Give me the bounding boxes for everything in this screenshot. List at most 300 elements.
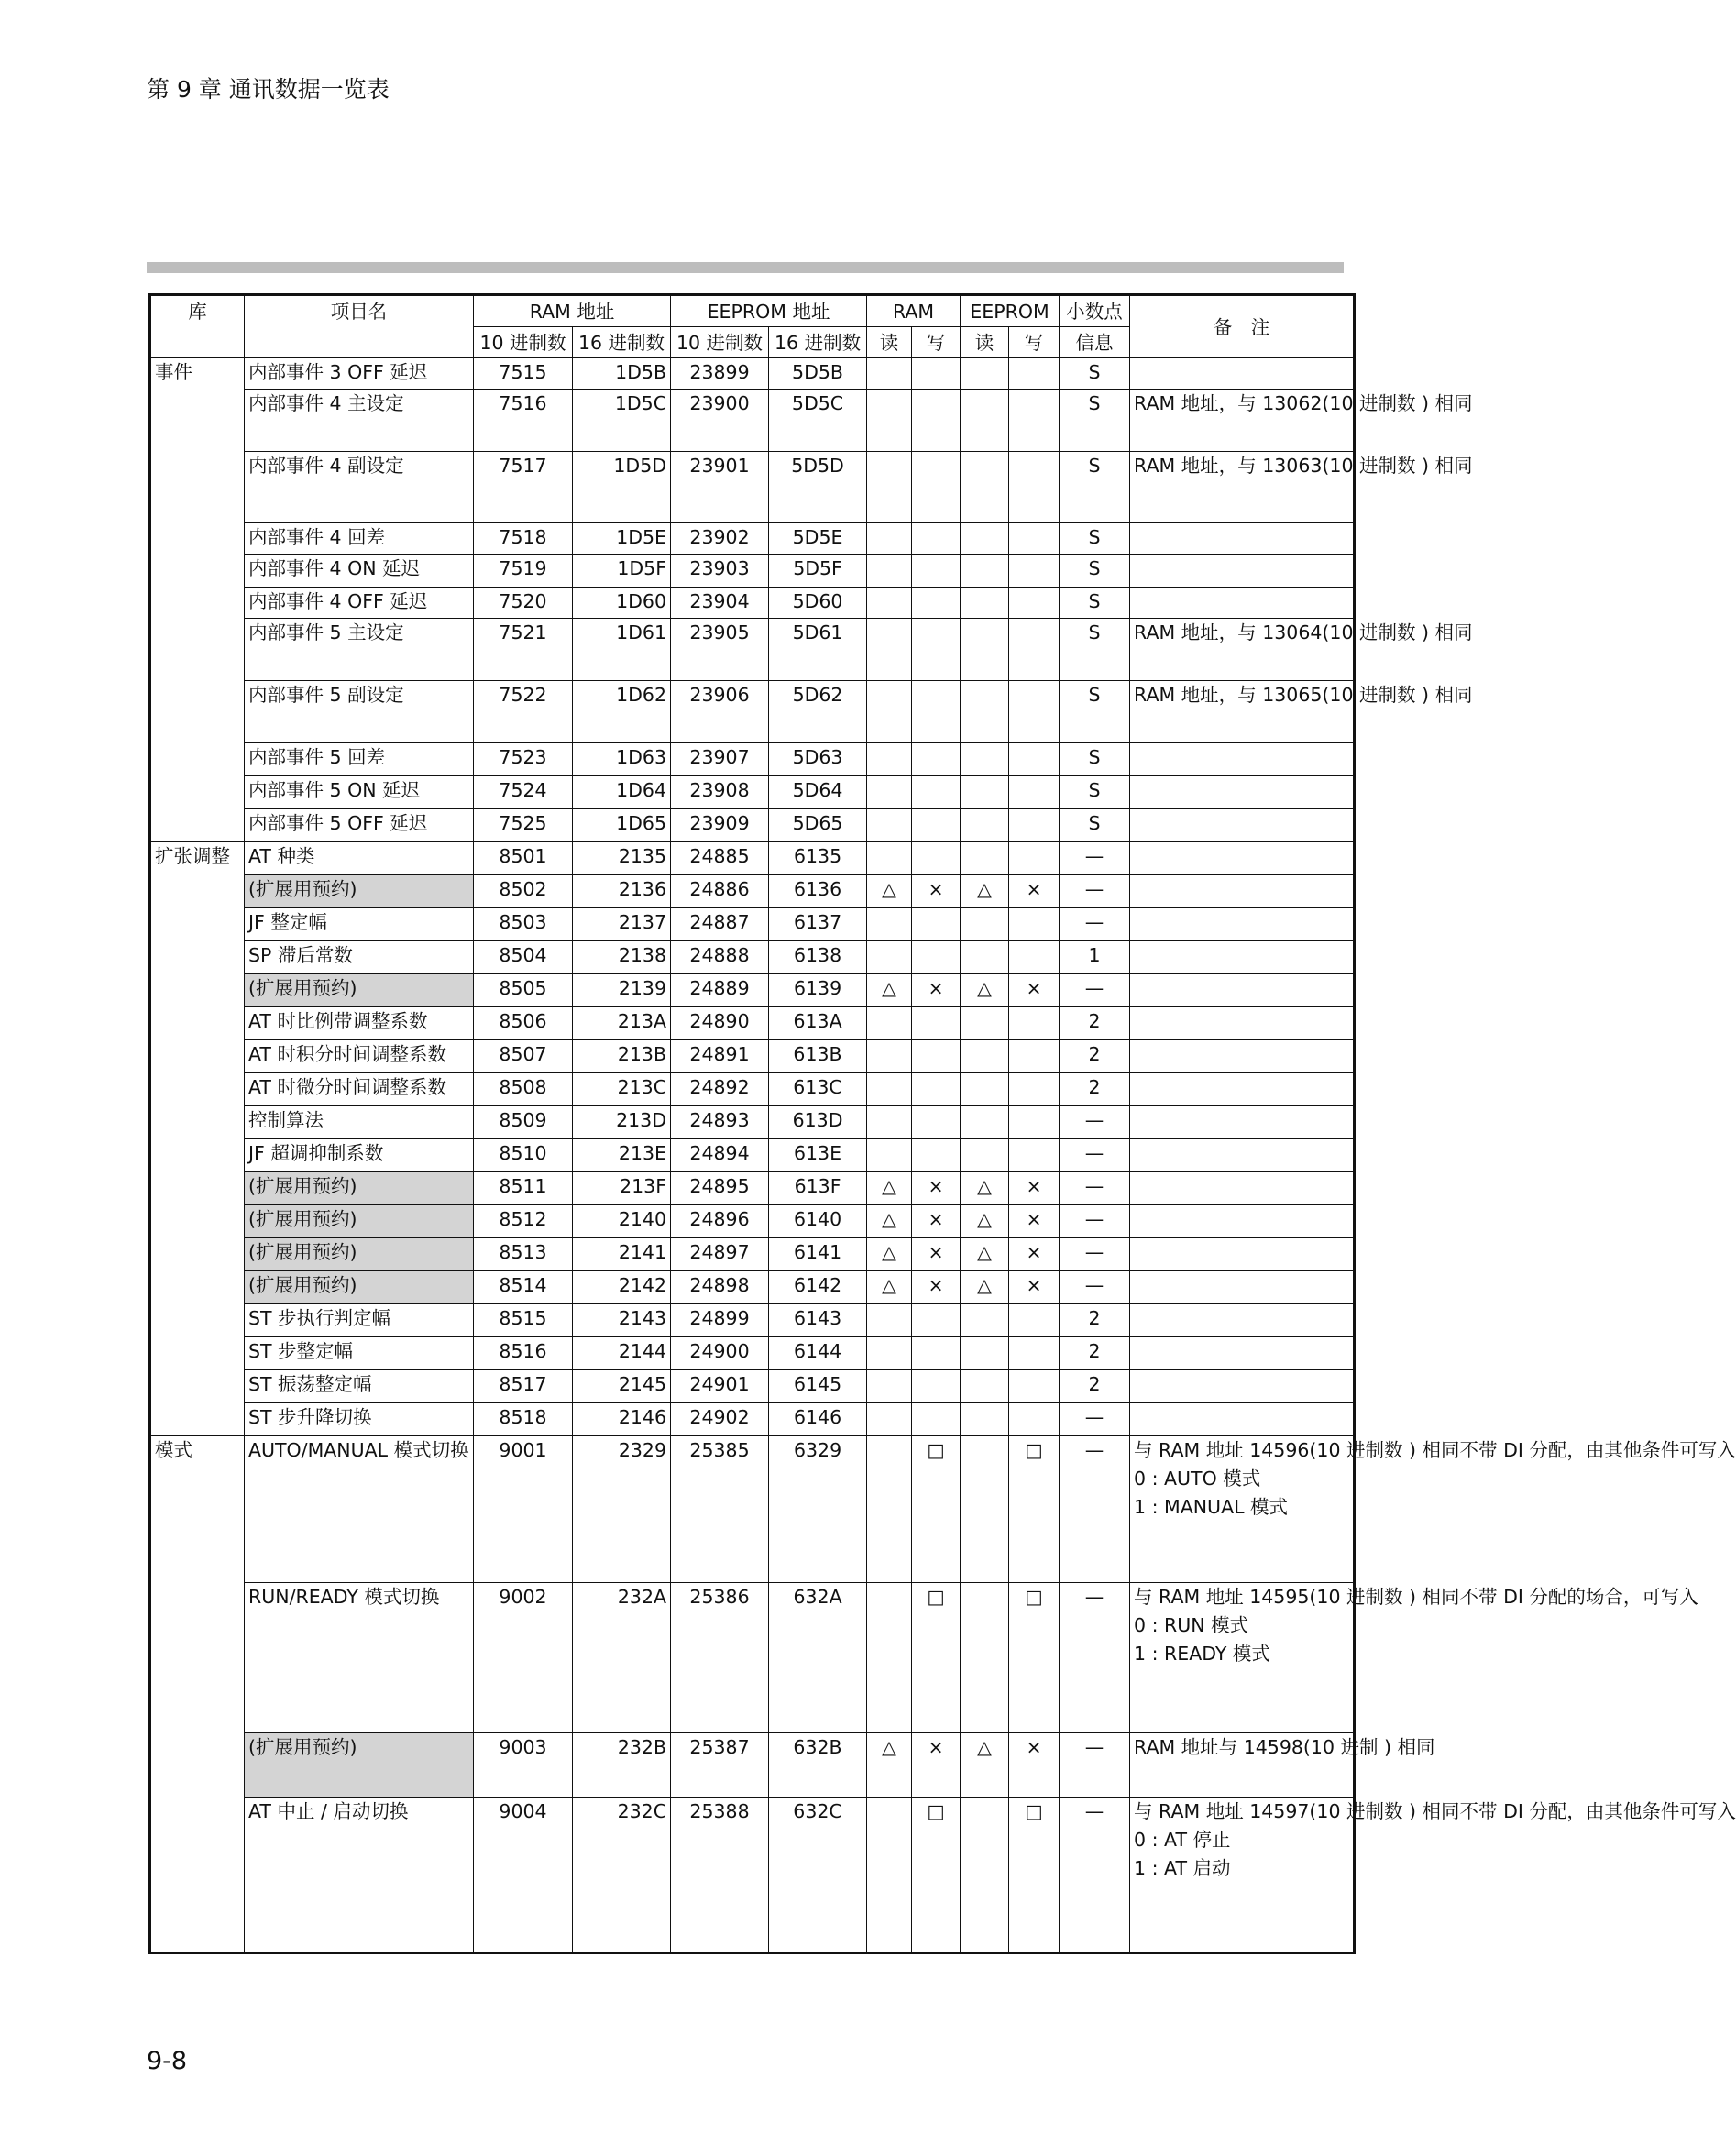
decimal-info: — (1060, 842, 1130, 875)
ram-write-flag (912, 555, 961, 588)
remarks-cell (1130, 875, 1355, 908)
remarks-cell (1130, 1403, 1355, 1436)
remarks-line: RAM 地址，与 13062(10 进制数 ) 相同 (1134, 392, 1473, 414)
table-row (150, 588, 1355, 619)
ram-address-hex: 2143 (573, 1304, 671, 1337)
ram-address-dec: 8517 (474, 1370, 573, 1403)
eeprom-address-hex: 6137 (769, 908, 867, 941)
eeprom-read-flag: △ (961, 1172, 1009, 1205)
eeprom-read-flag (961, 390, 1009, 452)
ram-address-hex: 1D60 (573, 588, 671, 619)
ram-write-flag: × (912, 1271, 961, 1304)
data-item-name: 内部事件 5 副设定 (245, 681, 474, 743)
ram-read-flag (867, 776, 912, 809)
header-eeprom-hex: 16 进制数 (769, 327, 867, 358)
eeprom-address-hex: 5D5C (769, 390, 867, 452)
eeprom-address-dec: 24889 (671, 974, 769, 1007)
decimal-info: — (1060, 1583, 1130, 1733)
eeprom-address-hex: 5D62 (769, 681, 867, 743)
ram-address-dec: 7518 (474, 523, 573, 555)
remarks-cell (1130, 1370, 1355, 1403)
ram-write-flag (912, 452, 961, 523)
eeprom-write-flag (1009, 619, 1060, 681)
eeprom-write-flag (1009, 908, 1060, 941)
ram-address-dec: 9003 (474, 1733, 573, 1798)
eeprom-read-flag (961, 842, 1009, 875)
remarks-cell (1130, 1238, 1355, 1271)
eeprom-write-flag (1009, 588, 1060, 619)
header-eeprom: EEPROM (961, 295, 1060, 327)
eeprom-address-dec: 23904 (671, 588, 769, 619)
remarks-line: 0 : AUTO 模式 (1134, 1468, 1261, 1490)
ram-read-flag (867, 1073, 912, 1106)
decimal-info: — (1060, 908, 1130, 941)
eeprom-write-flag (1009, 452, 1060, 523)
eeprom-read-flag (961, 555, 1009, 588)
remarks-cell (1130, 1733, 1435, 1798)
ram-address-hex: 213C (573, 1073, 671, 1106)
ram-address-dec: 7524 (474, 776, 573, 809)
decimal-info: S (1060, 681, 1130, 743)
header-ram-write: 写 (912, 327, 961, 358)
eeprom-address-dec: 23907 (671, 743, 769, 776)
table-row (150, 1403, 1355, 1436)
decimal-info: 1 (1060, 941, 1130, 974)
ram-read-flag: △ (867, 1172, 912, 1205)
decimal-info: — (1060, 1798, 1130, 1953)
table-row (150, 1172, 1355, 1205)
data-item-name: 内部事件 5 ON 延迟 (245, 776, 474, 809)
ram-address-dec: 8506 (474, 1007, 573, 1040)
eeprom-address-dec: 24898 (671, 1271, 769, 1304)
remarks-line: 0 : RUN 模式 (1134, 1614, 1249, 1636)
eeprom-read-flag (961, 1073, 1009, 1106)
ram-read-flag: △ (867, 1271, 912, 1304)
ram-address-hex: 2140 (573, 1205, 671, 1238)
header-ram-read: 读 (867, 327, 912, 358)
header-ram-dec: 10 进制数 (474, 327, 573, 358)
eeprom-write-flag (1009, 390, 1060, 452)
decimal-info: — (1060, 1733, 1130, 1798)
ram-address-dec: 9001 (474, 1436, 573, 1583)
ram-write-flag (912, 941, 961, 974)
decimal-info: — (1060, 1139, 1130, 1172)
data-item-name: 内部事件 5 回差 (245, 743, 474, 776)
remarks-cell (1130, 809, 1355, 842)
eeprom-address-hex: 6140 (769, 1205, 867, 1238)
header-ram-address: RAM 地址 (474, 295, 671, 327)
eeprom-address-dec: 24902 (671, 1403, 769, 1436)
ram-read-flag (867, 1007, 912, 1040)
decimal-info: S (1060, 619, 1130, 681)
ram-address-hex: 232C (573, 1798, 671, 1953)
data-item-name: ST 步执行判定幅 (245, 1304, 474, 1337)
ram-address-hex: 1D5B (573, 358, 671, 390)
data-item-name: (扩展用预约) (245, 1205, 474, 1238)
eeprom-read-flag (961, 1139, 1009, 1172)
eeprom-write-flag (1009, 1073, 1060, 1106)
table-row (150, 743, 1355, 776)
data-item-name: (扩展用预约) (245, 1172, 474, 1205)
eeprom-address-dec: 23905 (671, 619, 769, 681)
decimal-info: — (1060, 1172, 1130, 1205)
eeprom-read-flag (961, 1304, 1009, 1337)
eeprom-address-dec: 23901 (671, 452, 769, 523)
eeprom-address-hex: 6139 (769, 974, 867, 1007)
header-eeprom-read: 读 (961, 327, 1009, 358)
table-row (150, 1798, 1355, 1953)
remarks-cell (1130, 1304, 1355, 1337)
ram-address-dec: 8511 (474, 1172, 573, 1205)
ram-address-hex: 213F (573, 1172, 671, 1205)
ram-write-flag (912, 1337, 961, 1370)
ram-address-hex: 1D63 (573, 743, 671, 776)
remarks-cell (1130, 1040, 1355, 1073)
ram-read-flag (867, 555, 912, 588)
table-row (150, 1370, 1355, 1403)
ram-address-dec: 8509 (474, 1106, 573, 1139)
remarks-cell (1130, 776, 1355, 809)
eeprom-address-dec: 24900 (671, 1337, 769, 1370)
decimal-info: 2 (1060, 1337, 1130, 1370)
remarks-cell (1130, 743, 1355, 776)
ram-address-dec: 8513 (474, 1238, 573, 1271)
eeprom-write-flag: × (1009, 1271, 1060, 1304)
eeprom-address-hex: 5D5B (769, 358, 867, 390)
data-item-name: AT 种类 (245, 842, 474, 875)
data-item-name: 控制算法 (245, 1106, 474, 1139)
ram-address-dec: 7521 (474, 619, 573, 681)
ram-address-dec: 8515 (474, 1304, 573, 1337)
data-item-name: 内部事件 4 OFF 延迟 (245, 588, 474, 619)
eeprom-read-flag (961, 1583, 1009, 1733)
decimal-info: — (1060, 1238, 1130, 1271)
eeprom-read-flag (961, 743, 1009, 776)
remarks-cell (1130, 1172, 1355, 1205)
eeprom-address-hex: 5D60 (769, 588, 867, 619)
header-decimal-1: 小数点 (1060, 295, 1130, 327)
table-row (150, 908, 1355, 941)
data-item-name: RUN/READY 模式切换 (245, 1583, 474, 1733)
library-cell: 扩张调整 (150, 842, 245, 1436)
table-row (150, 1733, 1355, 1798)
header-library: 库 (150, 295, 245, 358)
ram-read-flag (867, 452, 912, 523)
ram-address-hex: 1D5D (573, 452, 671, 523)
remarks-line: 1 : READY 模式 (1134, 1643, 1270, 1665)
decimal-info: 2 (1060, 1040, 1130, 1073)
remarks-line: 与 RAM 地址 14595(10 进制数 ) 相同不带 DI 分配的场合，可写入 (1134, 1586, 1698, 1608)
remarks-cell (1130, 842, 1355, 875)
ram-address-dec: 7523 (474, 743, 573, 776)
eeprom-read-flag (961, 523, 1009, 555)
ram-address-hex: 2137 (573, 908, 671, 941)
ram-address-dec: 8505 (474, 974, 573, 1007)
eeprom-write-flag (1009, 1007, 1060, 1040)
remarks-line: 1 : AT 启动 (1134, 1857, 1231, 1879)
eeprom-address-dec: 24891 (671, 1040, 769, 1073)
remarks-cell (1130, 908, 1355, 941)
ram-read-flag (867, 1370, 912, 1403)
eeprom-address-dec: 24886 (671, 875, 769, 908)
decimal-info: S (1060, 358, 1130, 390)
eeprom-address-dec: 24894 (671, 1139, 769, 1172)
ram-write-flag (912, 358, 961, 390)
ram-address-dec: 8518 (474, 1403, 573, 1436)
ram-address-hex: 2329 (573, 1436, 671, 1583)
remarks-cell (1130, 1073, 1355, 1106)
eeprom-address-hex: 6146 (769, 1403, 867, 1436)
table-row (150, 390, 1355, 452)
table-body (150, 358, 1736, 1953)
ram-address-dec: 7525 (474, 809, 573, 842)
ram-address-hex: 2144 (573, 1337, 671, 1370)
remarks-line: RAM 地址，与 13065(10 进制数 ) 相同 (1134, 684, 1473, 706)
ram-write-flag (912, 809, 961, 842)
table-row (150, 555, 1355, 588)
eeprom-read-flag (961, 1403, 1009, 1436)
table-row (150, 875, 1355, 908)
ram-address-hex: 232B (573, 1733, 671, 1798)
ram-read-flag (867, 681, 912, 743)
eeprom-read-flag: △ (961, 1733, 1009, 1798)
chapter-title: 第 9 章 通讯数据一览表 (147, 76, 390, 103)
eeprom-read-flag (961, 358, 1009, 390)
header-eeprom-address: EEPROM 地址 (671, 295, 867, 327)
ram-address-hex: 1D5C (573, 390, 671, 452)
ram-address-dec: 8507 (474, 1040, 573, 1073)
ram-read-flag (867, 1139, 912, 1172)
eeprom-write-flag (1009, 1304, 1060, 1337)
remarks-cell (1130, 555, 1355, 588)
table-row (150, 1337, 1355, 1370)
eeprom-address-dec: 24896 (671, 1205, 769, 1238)
eeprom-address-dec: 24887 (671, 908, 769, 941)
remarks-cell (1130, 523, 1355, 555)
eeprom-address-hex: 5D65 (769, 809, 867, 842)
data-item-name: SP 滞后常数 (245, 941, 474, 974)
ram-write-flag: × (912, 1172, 961, 1205)
decimal-info: 2 (1060, 1007, 1130, 1040)
eeprom-write-flag: □ (1009, 1798, 1060, 1953)
data-item-name: 内部事件 4 ON 延迟 (245, 555, 474, 588)
ram-read-flag (867, 1583, 912, 1733)
remarks-line: RAM 地址，与 13063(10 进制数 ) 相同 (1134, 455, 1473, 477)
data-item-name: 内部事件 3 OFF 延迟 (245, 358, 474, 390)
ram-address-hex: 1D65 (573, 809, 671, 842)
ram-address-dec: 8512 (474, 1205, 573, 1238)
eeprom-address-dec: 24885 (671, 842, 769, 875)
remarks-cell (1130, 1271, 1355, 1304)
remarks-cell (1130, 1798, 1736, 1953)
ram-address-dec: 7522 (474, 681, 573, 743)
ram-write-flag (912, 1370, 961, 1403)
eeprom-address-hex: 6144 (769, 1337, 867, 1370)
remarks-cell (1130, 1205, 1355, 1238)
eeprom-write-flag (1009, 1337, 1060, 1370)
ram-read-flag (867, 1304, 912, 1337)
eeprom-address-hex: 6138 (769, 941, 867, 974)
data-item-name: AT 时比例带调整系数 (245, 1007, 474, 1040)
remarks-cell (1130, 358, 1355, 390)
remarks-cell (1130, 588, 1355, 619)
table-row (150, 1007, 1355, 1040)
eeprom-write-flag: × (1009, 1172, 1060, 1205)
ram-write-flag: □ (912, 1583, 961, 1733)
decimal-info: S (1060, 776, 1130, 809)
ram-address-hex: 1D64 (573, 776, 671, 809)
remarks-cell (1130, 452, 1473, 523)
ram-write-flag (912, 588, 961, 619)
communication-data-table (148, 293, 1736, 1954)
data-item-name: ST 振荡整定幅 (245, 1370, 474, 1403)
data-item-name: JF 整定幅 (245, 908, 474, 941)
ram-address-dec: 7515 (474, 358, 573, 390)
ram-write-flag: × (912, 974, 961, 1007)
eeprom-address-hex: 5D61 (769, 619, 867, 681)
ram-write-flag (912, 681, 961, 743)
eeprom-address-dec: 24897 (671, 1238, 769, 1271)
ram-read-flag (867, 1040, 912, 1073)
table-row (150, 619, 1355, 681)
eeprom-address-hex: 6135 (769, 842, 867, 875)
ram-write-flag (912, 776, 961, 809)
eeprom-write-flag: × (1009, 875, 1060, 908)
ram-read-flag (867, 941, 912, 974)
data-item-name: (扩展用预约) (245, 1238, 474, 1271)
ram-read-flag (867, 1798, 912, 1953)
eeprom-address-dec: 23900 (671, 390, 769, 452)
eeprom-write-flag (1009, 1040, 1060, 1073)
eeprom-read-flag (961, 1798, 1009, 1953)
remarks-line: RAM 地址与 14598(10 进制 ) 相同 (1134, 1736, 1435, 1758)
eeprom-address-dec: 25385 (671, 1436, 769, 1583)
eeprom-read-flag: △ (961, 1205, 1009, 1238)
eeprom-address-dec: 24892 (671, 1073, 769, 1106)
data-item-name: 内部事件 4 副设定 (245, 452, 474, 523)
eeprom-write-flag (1009, 523, 1060, 555)
eeprom-write-flag: × (1009, 1733, 1060, 1798)
eeprom-read-flag (961, 681, 1009, 743)
ram-write-flag (912, 1139, 961, 1172)
ram-address-dec: 8510 (474, 1139, 573, 1172)
table-row (150, 1271, 1355, 1304)
table-row (150, 1583, 1355, 1733)
eeprom-address-hex: 632C (769, 1798, 867, 1953)
data-item-name: (扩展用预约) (245, 1733, 474, 1798)
eeprom-write-flag: □ (1009, 1583, 1060, 1733)
ram-address-dec: 8508 (474, 1073, 573, 1106)
remarks-cell (1130, 1337, 1355, 1370)
ram-read-flag (867, 588, 912, 619)
ram-write-flag (912, 1040, 961, 1073)
library-cell: 模式 (150, 1436, 245, 1953)
eeprom-address-hex: 6136 (769, 875, 867, 908)
eeprom-address-hex: 613B (769, 1040, 867, 1073)
eeprom-write-flag (1009, 358, 1060, 390)
eeprom-read-flag (961, 619, 1009, 681)
eeprom-write-flag (1009, 1106, 1060, 1139)
eeprom-address-dec: 24895 (671, 1172, 769, 1205)
header-row-1 (150, 295, 1355, 327)
ram-address-hex: 2135 (573, 842, 671, 875)
eeprom-address-hex: 5D5E (769, 523, 867, 555)
data-item-name: (扩展用预约) (245, 1271, 474, 1304)
decimal-info: — (1060, 875, 1130, 908)
remarks-line: 与 RAM 地址 14596(10 进制数 ) 相同不带 DI 分配，由其他条件可写入 (1134, 1439, 1736, 1461)
table-row (150, 358, 1355, 390)
eeprom-write-flag: × (1009, 1238, 1060, 1271)
table-row (150, 1073, 1355, 1106)
ram-address-dec: 8504 (474, 941, 573, 974)
ram-write-flag (912, 842, 961, 875)
eeprom-read-flag: △ (961, 1271, 1009, 1304)
eeprom-address-hex: 5D5F (769, 555, 867, 588)
table-row (150, 1040, 1355, 1073)
eeprom-read-flag: △ (961, 875, 1009, 908)
ram-read-flag (867, 1403, 912, 1436)
remarks-cell (1130, 1106, 1355, 1139)
eeprom-address-hex: 6329 (769, 1436, 867, 1583)
ram-address-dec: 7517 (474, 452, 573, 523)
ram-address-dec: 8516 (474, 1337, 573, 1370)
ram-address-dec: 8514 (474, 1271, 573, 1304)
ram-read-flag (867, 908, 912, 941)
ram-address-hex: 1D5E (573, 523, 671, 555)
ram-address-hex: 2142 (573, 1271, 671, 1304)
eeprom-write-flag: □ (1009, 1436, 1060, 1583)
table-row (150, 809, 1355, 842)
eeprom-write-flag (1009, 941, 1060, 974)
eeprom-read-flag (961, 1370, 1009, 1403)
ram-address-hex: 2141 (573, 1238, 671, 1271)
eeprom-address-hex: 632B (769, 1733, 867, 1798)
eeprom-address-dec: 23903 (671, 555, 769, 588)
eeprom-address-hex: 5D5D (769, 452, 867, 523)
decimal-info: — (1060, 1106, 1130, 1139)
ram-write-flag: × (912, 1238, 961, 1271)
eeprom-address-hex: 613E (769, 1139, 867, 1172)
table-row (150, 452, 1355, 523)
decimal-info: S (1060, 523, 1130, 555)
data-item-name: AUTO/MANUAL 模式切换 (245, 1436, 474, 1583)
decimal-info: S (1060, 809, 1130, 842)
data-item-name: 内部事件 5 主设定 (245, 619, 474, 681)
ram-read-flag (867, 390, 912, 452)
remarks-cell (1130, 1007, 1355, 1040)
eeprom-address-dec: 24893 (671, 1106, 769, 1139)
eeprom-address-hex: 613C (769, 1073, 867, 1106)
decimal-info: — (1060, 1436, 1130, 1583)
remarks-cell (1130, 390, 1473, 452)
decimal-info: S (1060, 452, 1130, 523)
ram-address-hex: 2145 (573, 1370, 671, 1403)
table-row (150, 941, 1355, 974)
remarks-cell (1130, 974, 1355, 1007)
eeprom-read-flag (961, 941, 1009, 974)
eeprom-address-dec: 23899 (671, 358, 769, 390)
ram-address-dec: 8501 (474, 842, 573, 875)
data-item-name: (扩展用预约) (245, 974, 474, 1007)
eeprom-write-flag (1009, 555, 1060, 588)
eeprom-address-hex: 5D64 (769, 776, 867, 809)
ram-read-flag (867, 358, 912, 390)
header-eeprom-write: 写 (1009, 327, 1060, 358)
eeprom-read-flag (961, 1337, 1009, 1370)
header-ram-hex: 16 进制数 (573, 327, 671, 358)
ram-write-flag (912, 1403, 961, 1436)
data-item-name: 内部事件 4 回差 (245, 523, 474, 555)
